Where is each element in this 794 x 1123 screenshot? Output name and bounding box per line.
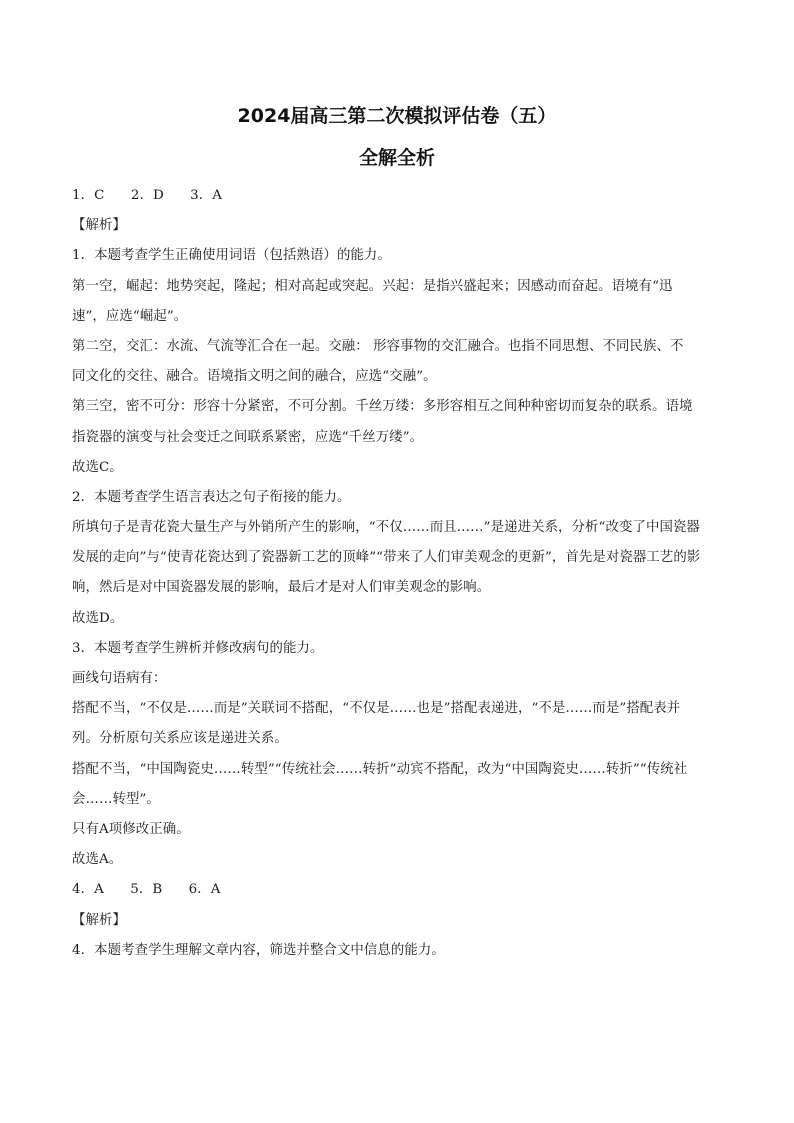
paragraph-line: 搭配不当，“不仅是……而是”关联词不搭配，“不仅是……也是”搭配表递进，“不是……而是”搭配表并: [72, 701, 681, 717]
document-body: [72, 181, 722, 966]
paragraph-line: 第二空，交汇：水流、气流等汇合在一起。交融： 形容事物的交汇融合。也指不同思想、不同民族、不: [72, 338, 684, 354]
paragraph-line: 指瓷器的演变与社会变迁之间联系紧密，应选“千丝万缕”。: [72, 429, 424, 445]
conclusion-line: 故选C。: [72, 459, 123, 475]
answer-item: 5．B: [130, 882, 163, 898]
paragraph-line: 同文化的交往、融合。语境指文明之间的融合，应选“交融”。: [72, 369, 437, 385]
document-subtitle: 全解全析: [358, 147, 435, 169]
conclusion-line: 故选D。: [72, 610, 124, 626]
answer-item: 4．A: [72, 882, 104, 898]
paragraph-line: 响，然后是对中国瓷器发展的影响，最后才是对人们审美观念的影响。: [72, 580, 491, 596]
paragraph-line: 速”，应选“崛起”。: [72, 308, 188, 324]
answer-item: 2．D: [130, 188, 164, 203]
paragraph-line: 只有A项修改正确。: [72, 821, 190, 837]
answer-item: 1．C: [72, 188, 105, 203]
answer-key-row-2: [72, 875, 722, 905]
analysis-heading: 【解析】: [72, 912, 126, 928]
paragraph-line: 第三空，密不可分：形容十分紧密，不可分割。千丝万缕：多形容相互之间种种密切而复杂的联系。语境: [72, 399, 693, 415]
paragraph-line: 画线句语病有：: [72, 671, 167, 686]
answer-item: 3．A: [190, 188, 223, 203]
paragraph-line: 所填句子是青花瓷大量生产与外销所产生的影响，“不仅……而且……”是递进关系，分析“改变了中国瓷器: [72, 520, 700, 536]
document-title: 2024届高三第二次模拟评估卷（五）: [237, 105, 557, 127]
paragraph-line: 发展的走向”与“使青花瓷达到了瓷器新工艺的顶峰”“带来了人们审美观念的更新”，首先是对瓷器工艺的影: [72, 550, 701, 566]
paragraph-line: 第一空，崛起：地势突起，隆起；相对高起或突起。兴起：是指兴盛起来；因感动而奋起。语境有“迅: [72, 278, 673, 294]
question-4-heading: 4．本题考查学生理解文章内容，筛选并整合文中信息的能力。: [72, 942, 445, 958]
paragraph-line: 列。分析原句关系应该是递进关系。: [72, 731, 288, 747]
question-2-heading: 2．本题考查学生语言表达之句子衔接的能力。: [72, 489, 351, 505]
paragraph-line: 搭配不当，“中国陶瓷史……转型”“传统社会……转折”动宾不搭配，改为“中国陶瓷史……转折”“传统社: [72, 761, 688, 777]
paragraph-line: 会……转型”。: [72, 791, 160, 807]
analysis-heading: 【解析】: [72, 218, 126, 234]
conclusion-line: 故选A。: [72, 852, 123, 868]
answer-item: 6．A: [188, 882, 221, 898]
question-1-heading: 1．本题考查学生正确使用词语（包括熟语）的能力。: [72, 248, 391, 264]
question-3-heading: 3．本题考查学生辨析并修改病句的能力。: [72, 640, 324, 656]
answer-key-row-1: [72, 181, 722, 211]
